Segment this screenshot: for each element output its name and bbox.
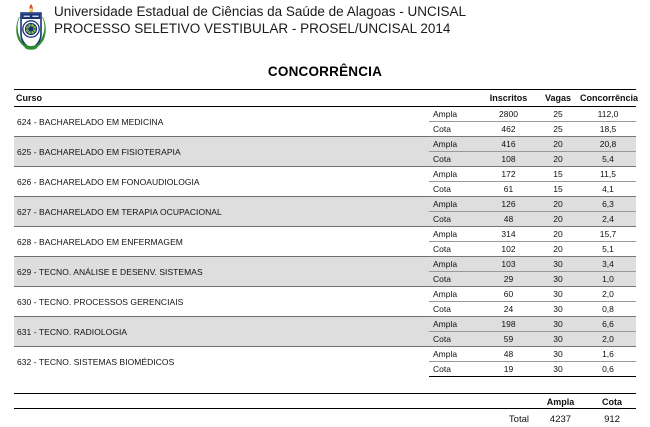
entry-concorrencia: 5,1	[580, 242, 636, 257]
entry-concorrencia: 11,5	[580, 167, 636, 182]
table-row	[14, 287, 636, 302]
entry-concorrencia: 6,3	[580, 197, 636, 212]
page-header	[0, 0, 650, 52]
entry-concorrencia: 2,4	[580, 212, 636, 227]
entry-concorrencia: 1,0	[580, 272, 636, 287]
course-name: 624 - BACHARELADO EM MEDICINA	[14, 107, 429, 137]
entry-concorrencia: 18,5	[580, 122, 636, 137]
course-name: 631 - TECNO. RADIOLOGIA	[14, 317, 429, 347]
entry-type: Cota	[429, 182, 481, 197]
entry-type: Cota	[429, 272, 481, 287]
concorrencia-table	[14, 89, 636, 377]
page-title: CONCORRÊNCIA	[0, 64, 650, 79]
table-row	[14, 107, 636, 122]
column-header-type	[429, 90, 481, 107]
entry-inscritos: 48	[481, 347, 536, 362]
column-header-course: Curso	[14, 90, 429, 107]
entry-concorrencia: 4,1	[580, 182, 636, 197]
entry-type: Cota	[429, 362, 481, 377]
entry-inscritos: 19	[481, 362, 536, 377]
entry-vagas: 20	[536, 197, 580, 212]
totals-section	[0, 393, 650, 427]
course-name: 626 - BACHARELADO EM FONOAUDIOLOGIA	[14, 167, 429, 197]
entry-vagas: 30	[536, 257, 580, 272]
entry-vagas: 30	[536, 302, 580, 317]
table-row	[14, 347, 636, 362]
entry-inscritos: 29	[481, 272, 536, 287]
entry-concorrencia: 1,6	[580, 347, 636, 362]
entry-vagas: 15	[536, 167, 580, 182]
entry-vagas: 20	[536, 152, 580, 167]
totals-label: Total	[481, 409, 533, 427]
entry-vagas: 30	[536, 332, 580, 347]
totals-spacer-cell	[14, 409, 481, 427]
entry-vagas: 20	[536, 242, 580, 257]
course-name: 629 - TECNO. ANÁLISE E DESENV. SISTEMAS	[14, 257, 429, 287]
entry-type: Ampla	[429, 287, 481, 302]
entry-inscritos: 24	[481, 302, 536, 317]
uncisal-crest-icon	[14, 3, 48, 51]
entry-type: Ampla	[429, 137, 481, 152]
entry-inscritos: 103	[481, 257, 536, 272]
entry-type: Cota	[429, 302, 481, 317]
entry-inscritos: 102	[481, 242, 536, 257]
totals-table	[14, 393, 636, 427]
entry-concorrencia: 15,7	[580, 227, 636, 242]
entry-type: Ampla	[429, 227, 481, 242]
column-header-vagas: Vagas	[536, 90, 580, 107]
entry-vagas: 30	[536, 272, 580, 287]
totals-row	[14, 409, 636, 427]
entry-vagas: 30	[536, 317, 580, 332]
entry-vagas: 15	[536, 182, 580, 197]
entry-type: Ampla	[429, 317, 481, 332]
totals-header-ampla: Ampla	[533, 394, 588, 409]
entry-vagas: 25	[536, 107, 580, 122]
totals-header-spacer	[14, 394, 481, 409]
entry-inscritos: 314	[481, 227, 536, 242]
entry-concorrencia: 2,0	[580, 332, 636, 347]
entry-type: Ampla	[429, 167, 481, 182]
entry-type: Ampla	[429, 107, 481, 122]
course-name: 628 - BACHARELADO EM ENFERMAGEM	[14, 227, 429, 257]
entry-type: Cota	[429, 242, 481, 257]
entry-vagas: 30	[536, 287, 580, 302]
entry-concorrencia: 5,4	[580, 152, 636, 167]
totals-header-cota: Cota	[588, 394, 636, 409]
entry-inscritos: 462	[481, 122, 536, 137]
table-row	[14, 197, 636, 212]
entry-vagas: 30	[536, 347, 580, 362]
table-row	[14, 317, 636, 332]
entry-inscritos: 108	[481, 152, 536, 167]
course-name: 632 - TECNO. SISTEMAS BIOMÉDICOS	[14, 347, 429, 377]
entry-type: Ampla	[429, 347, 481, 362]
entry-inscritos: 2800	[481, 107, 536, 122]
totals-value-cota: 912	[588, 409, 636, 427]
table-row	[14, 227, 636, 242]
entry-inscritos: 416	[481, 137, 536, 152]
table-body	[14, 107, 636, 377]
entry-type: Cota	[429, 332, 481, 347]
course-name: 627 - BACHARELADO EM TERAPIA OCUPACIONAL	[14, 197, 429, 227]
table-row	[14, 167, 636, 182]
course-name: 625 - BACHARELADO EM FISIOTERAPIA	[14, 137, 429, 167]
entry-inscritos: 59	[481, 332, 536, 347]
entry-type: Cota	[429, 122, 481, 137]
entry-concorrencia: 0,8	[580, 302, 636, 317]
entry-vagas: 25	[536, 122, 580, 137]
entry-inscritos: 172	[481, 167, 536, 182]
entry-concorrencia: 3,4	[580, 257, 636, 272]
table-row	[14, 137, 636, 152]
entry-type: Cota	[429, 212, 481, 227]
entry-type: Cota	[429, 152, 481, 167]
entry-inscritos: 60	[481, 287, 536, 302]
entry-concorrencia: 6,6	[580, 317, 636, 332]
entry-inscritos: 198	[481, 317, 536, 332]
entry-vagas: 20	[536, 227, 580, 242]
table-row	[14, 257, 636, 272]
entry-concorrencia: 2,0	[580, 287, 636, 302]
entry-vagas: 30	[536, 362, 580, 377]
header-title-block	[54, 2, 466, 38]
entry-vagas: 20	[536, 137, 580, 152]
entry-inscritos: 48	[481, 212, 536, 227]
column-header-concorrencia: Concorrência	[580, 90, 636, 107]
process-name: PROCESSO SELETIVO VESTIBULAR - PROSEL/UNCISAL 2014	[54, 20, 466, 38]
institution-name: Universidade Estadual de Ciências da Saúde de Alagoas - UNCISAL	[54, 3, 466, 20]
totals-value-ampla: 4237	[533, 409, 588, 427]
entry-inscritos: 61	[481, 182, 536, 197]
totals-header-label	[481, 394, 533, 409]
entry-type: Ampla	[429, 257, 481, 272]
entry-type: Ampla	[429, 197, 481, 212]
entry-concorrencia: 20,8	[580, 137, 636, 152]
entry-vagas: 20	[536, 212, 580, 227]
column-header-inscritos: Inscritos	[481, 90, 536, 107]
entry-concorrencia: 0,6	[580, 362, 636, 377]
course-name: 630 - TECNO. PROCESSOS GERENCIAIS	[14, 287, 429, 317]
concorrencia-table-wrap	[0, 89, 650, 377]
entry-inscritos: 126	[481, 197, 536, 212]
table-header-row	[14, 90, 636, 107]
entry-concorrencia: 112,0	[580, 107, 636, 122]
